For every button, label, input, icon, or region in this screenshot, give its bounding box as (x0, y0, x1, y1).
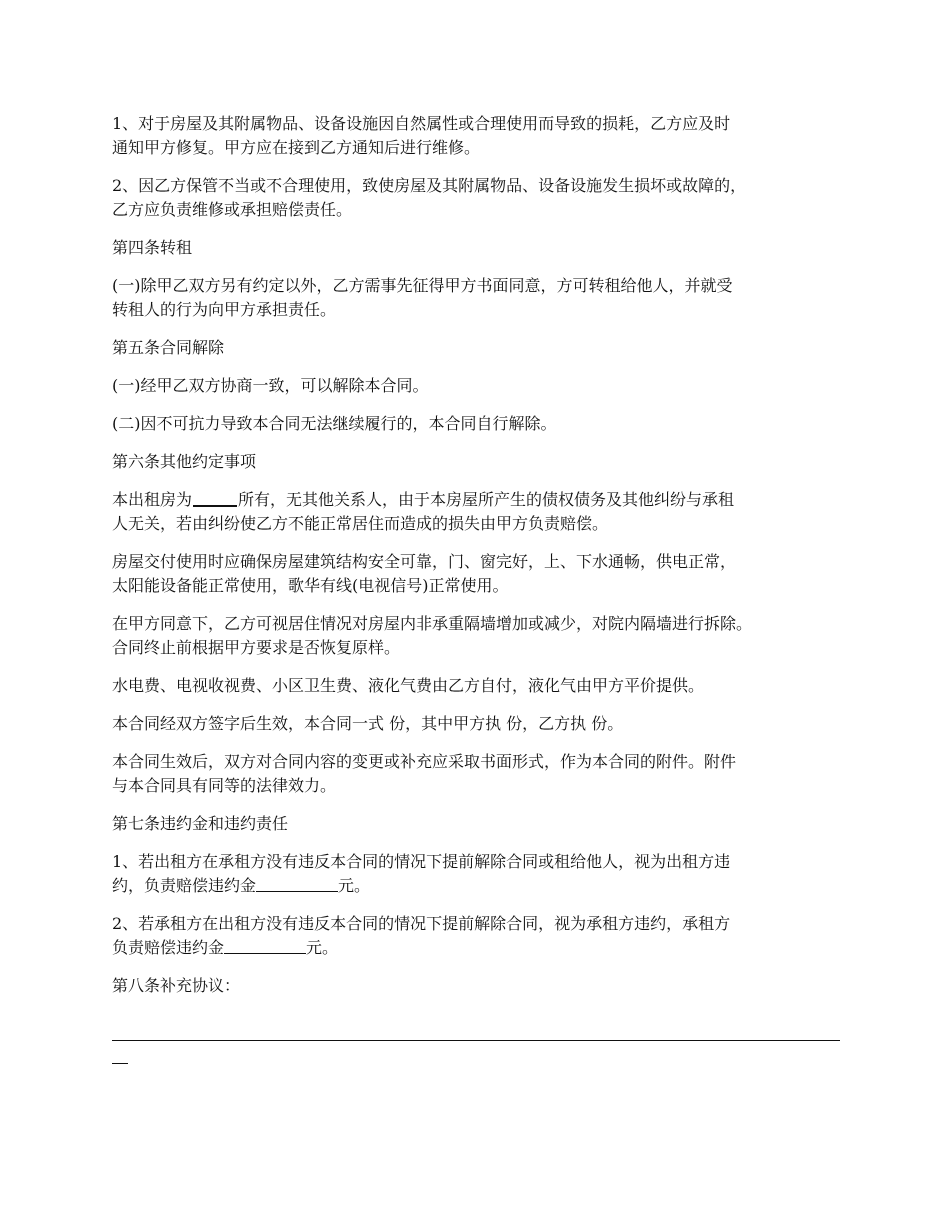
text-fragment: 负责赔偿违约金 (112, 938, 225, 957)
clause-repair-improper-use (112, 174, 852, 222)
clause-effectiveness: 本合同经双方签字后生效，本合同一式 份，其中甲方执 份，乙方执 份。 (112, 714, 624, 733)
section-heading-sublet: 第四条转租 (112, 238, 193, 257)
clause-lessee-penalty (112, 912, 852, 960)
text-fragment: 所有，无其他关系人，由于本房屋所产生的债权债务及其他纠纷与承租 (238, 490, 735, 509)
text-line: 与本合同具有同等的法律效力。 (112, 776, 337, 795)
text-line (112, 488, 852, 512)
supplement-blank-field[interactable] (112, 1018, 852, 1064)
section-heading-supplement: 第八条补充协议： (112, 976, 241, 995)
blank-underline (112, 1018, 840, 1041)
text-line: 2、若承租方在出租方没有违反本合同的情况下提前解除合同，视为承租方违约，承租方 (112, 914, 731, 933)
text-line: (一)除甲乙双方另有约定以外，乙方需事先征得甲方书面同意，方可转租给他人，并就受 (112, 276, 733, 295)
text-line: 1、对于房屋及其附属物品、设备设施因自然属性或合理使用而导致的损耗，乙方应及时 (112, 114, 731, 133)
text-line: 1、若出租方在承租方没有违反本合同的情况下提前解除合同或租给他人，视为出租方违 (112, 852, 731, 871)
section-heading-termination: 第五条合同解除 (112, 338, 225, 357)
text-fragment: 元。 (338, 876, 371, 895)
text-fragment: 本出租房为 (112, 490, 193, 509)
text-line: 人无关，若由纠纷使乙方不能正常居住而造成的损失由甲方负责赔偿。 (112, 514, 609, 533)
clause-amendments (112, 750, 852, 798)
text-line: 通知甲方修复。甲方应在接到乙方通知后进行维修。 (112, 138, 481, 157)
text-line (112, 936, 852, 960)
text-line: 2、因乙方保管不当或不合理使用，致使房屋及其附属物品、设备设施发生损坏或故障的， (112, 176, 747, 195)
clause-partition-walls (112, 612, 852, 660)
penalty-amount-blank[interactable] (224, 937, 306, 954)
clause-termination-force-majeure: (二)因不可抗力导致本合同无法继续履行的，本合同自行解除。 (112, 414, 557, 433)
text-fragment: 元。 (306, 938, 339, 957)
text-line: 房屋交付使用时应确保房屋建筑结构安全可靠，门、窗完好，上、下水通畅，供电正常， (112, 552, 737, 571)
clause-ownership (112, 488, 852, 536)
text-line: 转租人的行为向甲方承担责任。 (112, 300, 337, 319)
text-line: 本合同生效后，双方对合同内容的变更或补充应采取书面形式，作为本合同的附件。附件 (112, 752, 737, 771)
text-line: 合同终止前根据甲方要求是否恢复原样。 (112, 638, 401, 657)
blank-underline (112, 1041, 128, 1064)
clause-sublet (112, 274, 852, 322)
section-heading-other-terms: 第六条其他约定事项 (112, 452, 257, 471)
clause-repair-normal-wear (112, 112, 852, 160)
text-line: 在甲方同意下，乙方可视居住情况对房屋内非承重隔墙增加或减少，对院内隔墙进行拆除。 (112, 614, 753, 633)
clause-lessor-penalty (112, 850, 852, 898)
owner-blank[interactable] (193, 489, 237, 507)
text-fragment: 约，负责赔偿违约金 (112, 876, 257, 895)
clause-utilities: 水电费、电视收视费、小区卫生费、液化气费由乙方自付，液化气由甲方平价提供。 (112, 676, 705, 695)
section-heading-penalty: 第七条违约金和违约责任 (112, 814, 289, 833)
text-line: 太阳能设备能正常使用，歌华有线(电视信号)正常使用。 (112, 576, 509, 595)
text-line: 乙方应负责维修或承担赔偿责任。 (112, 200, 353, 219)
text-line (112, 874, 852, 898)
penalty-amount-blank[interactable] (256, 875, 338, 892)
clause-handover-condition (112, 550, 852, 598)
clause-termination-mutual: (一)经甲乙双方协商一致，可以解除本合同。 (112, 376, 429, 395)
contract-document (112, 112, 852, 1064)
